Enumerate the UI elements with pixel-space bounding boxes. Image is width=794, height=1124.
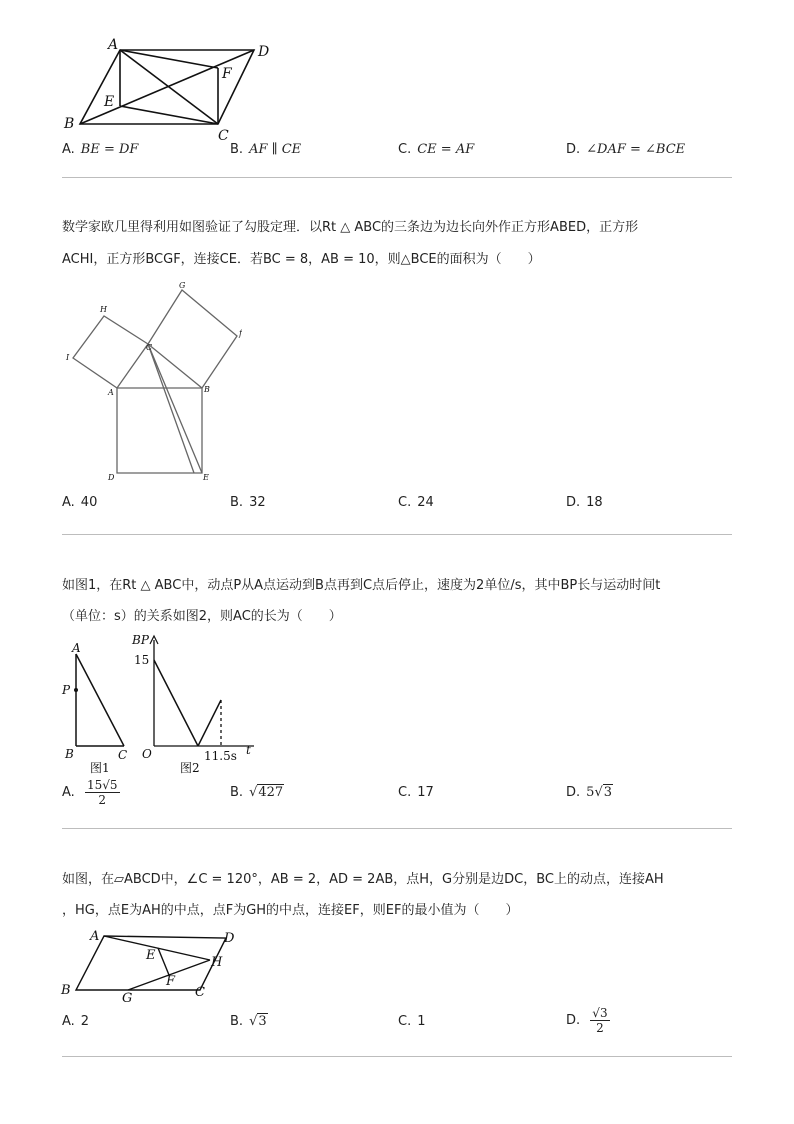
q4-label-e: E [146, 948, 156, 963]
q2-option-c[interactable]: C. 24 [398, 495, 434, 510]
q4-line-ah [104, 936, 210, 960]
divider-2 [62, 534, 732, 535]
q2-label-i: I [66, 353, 70, 362]
divider-3 [62, 828, 732, 829]
q4-stem-line-2: ，HG，点E为AH的中点，点F为GH的中点，连接EF，则EF的最小值为（ ） [62, 903, 519, 918]
q2-stem-line-2: ACHI，正方形BCGF，连接CE．若BC = 8，AB = 10，则△BCE的面积为（ ） [62, 252, 541, 267]
q2-label-d: D [108, 473, 115, 482]
q3-fig1-ac [76, 654, 124, 746]
q2-label-h: H [100, 305, 107, 314]
q3-option-a[interactable]: A. $\frac{15√5}{2}$ [62, 778, 118, 807]
q4-label-c: C [195, 985, 205, 1000]
q3-stem-line-2: （单位：s）的关系如图2，则AC的长为（ ） [62, 609, 342, 624]
q4-option-b[interactable]: B. √3 [230, 1014, 267, 1029]
q3-stem [62, 575, 734, 628]
q1-label-c: C [218, 128, 229, 144]
q2-label-f: f [239, 329, 242, 338]
q2-option-d[interactable]: D. 18 [566, 495, 603, 510]
q1-line-ec [120, 106, 218, 124]
q2-label-e: E [203, 473, 209, 482]
q4-option-d-fraction: $\frac{√3}{2}$ [592, 1006, 608, 1035]
q4-option-c[interactable]: C. 1 [398, 1014, 426, 1029]
q4-option-a[interactable]: A. 2 [62, 1014, 90, 1029]
q4-label-b: B [61, 983, 71, 998]
q3-fig2-label-t: t [246, 743, 251, 757]
q2-option-a[interactable]: A. 40 [62, 495, 98, 510]
q1-line-bd [80, 50, 254, 124]
q1-option-d[interactable]: D. ∠DAF = ∠BCE [566, 142, 686, 157]
q2-line-ce [148, 344, 202, 473]
q1-option-c[interactable]: C. CE = AF [398, 142, 475, 157]
q2-figure [62, 280, 242, 492]
q1-figure [58, 36, 288, 144]
q3-fig2-graph-seg-1 [154, 660, 198, 746]
q4-line-ef [158, 948, 169, 975]
q2-option-b[interactable]: B. 32 [230, 495, 266, 510]
q3-option-b[interactable]: B. √427 [230, 785, 284, 800]
q4-label-a: A [90, 929, 100, 944]
q3-fig2-caption: 图2 [180, 761, 200, 775]
q3-fig1-label-b: B [65, 747, 74, 761]
q1-label-e: E [104, 94, 115, 110]
q4-option-d[interactable]: D. $\frac{√3}{2}$ [566, 1006, 608, 1035]
q3-fig2-label-bp: BP [132, 633, 149, 647]
q3-figure-1 [60, 638, 136, 778]
q2-label-c: C [146, 343, 153, 352]
q2-stem [62, 217, 734, 271]
q1-option-a[interactable]: A. BE = DF [62, 142, 139, 157]
q2-square-achi [73, 316, 148, 388]
q3-fig2-label-15: 15 [134, 653, 150, 667]
q2-stem-line-1: 数学家欧几里得利用如图验证了勾股定理．以Rt △ ABC的三条边为边长向外作正方形ABED，正方形 [62, 220, 639, 235]
q3-fig1-label-c: C [118, 748, 128, 762]
q1-option-b[interactable]: B. AF ∥ CE [230, 142, 302, 157]
q3-fig2-label-o: O [142, 747, 152, 761]
q3-figure-2 [128, 630, 260, 778]
q4-label-g: G [122, 991, 133, 1006]
divider-4 [62, 1056, 732, 1057]
q2-label-b: B [204, 385, 210, 394]
q4-label-d: D [224, 931, 235, 946]
q4-stem [62, 869, 734, 922]
q3-fig2-label-x: 11.5s [204, 749, 237, 763]
q3-fig1-label-a: A [72, 641, 81, 655]
q1-label-a: A [108, 37, 119, 53]
q3-option-c[interactable]: C. 17 [398, 785, 434, 800]
q4-stem-line-1: 如图，在▱ABCD中，∠C = 120°，AB = 2，AD = 2AB，点H，G分别是边DC，BC上的动点，连接AH [62, 872, 664, 887]
q2-label-a: A [108, 388, 114, 397]
q3-fig2-graph-seg-2 [198, 700, 221, 746]
q3-option-a-fraction: $\frac{15√5}{2}$ [86, 778, 118, 807]
q4-figure [58, 926, 250, 1006]
q1-label-f: F [222, 66, 232, 82]
q1-line-af [120, 50, 218, 68]
q4-label-h: H [211, 955, 223, 970]
q3-stem-line-1: 如图1，在Rt △ ABC中，动点P从A点运动到B点再到C点后停止，速度为2单位/s，其中BP长与运动时间t [62, 578, 661, 593]
q2-label-g: G [179, 281, 186, 290]
q1-label-b: B [64, 116, 75, 132]
q3-fig1-label-p: P [62, 683, 71, 697]
q2-square-bcgf [148, 290, 237, 388]
q1-label-d: D [258, 44, 270, 60]
q3-fig1-caption: 图1 [90, 761, 110, 775]
divider-1 [62, 177, 732, 178]
q3-fig1-point-p [74, 688, 78, 692]
q3-option-d[interactable]: D. 5√3 [566, 785, 613, 800]
q4-label-f: F [166, 974, 176, 989]
